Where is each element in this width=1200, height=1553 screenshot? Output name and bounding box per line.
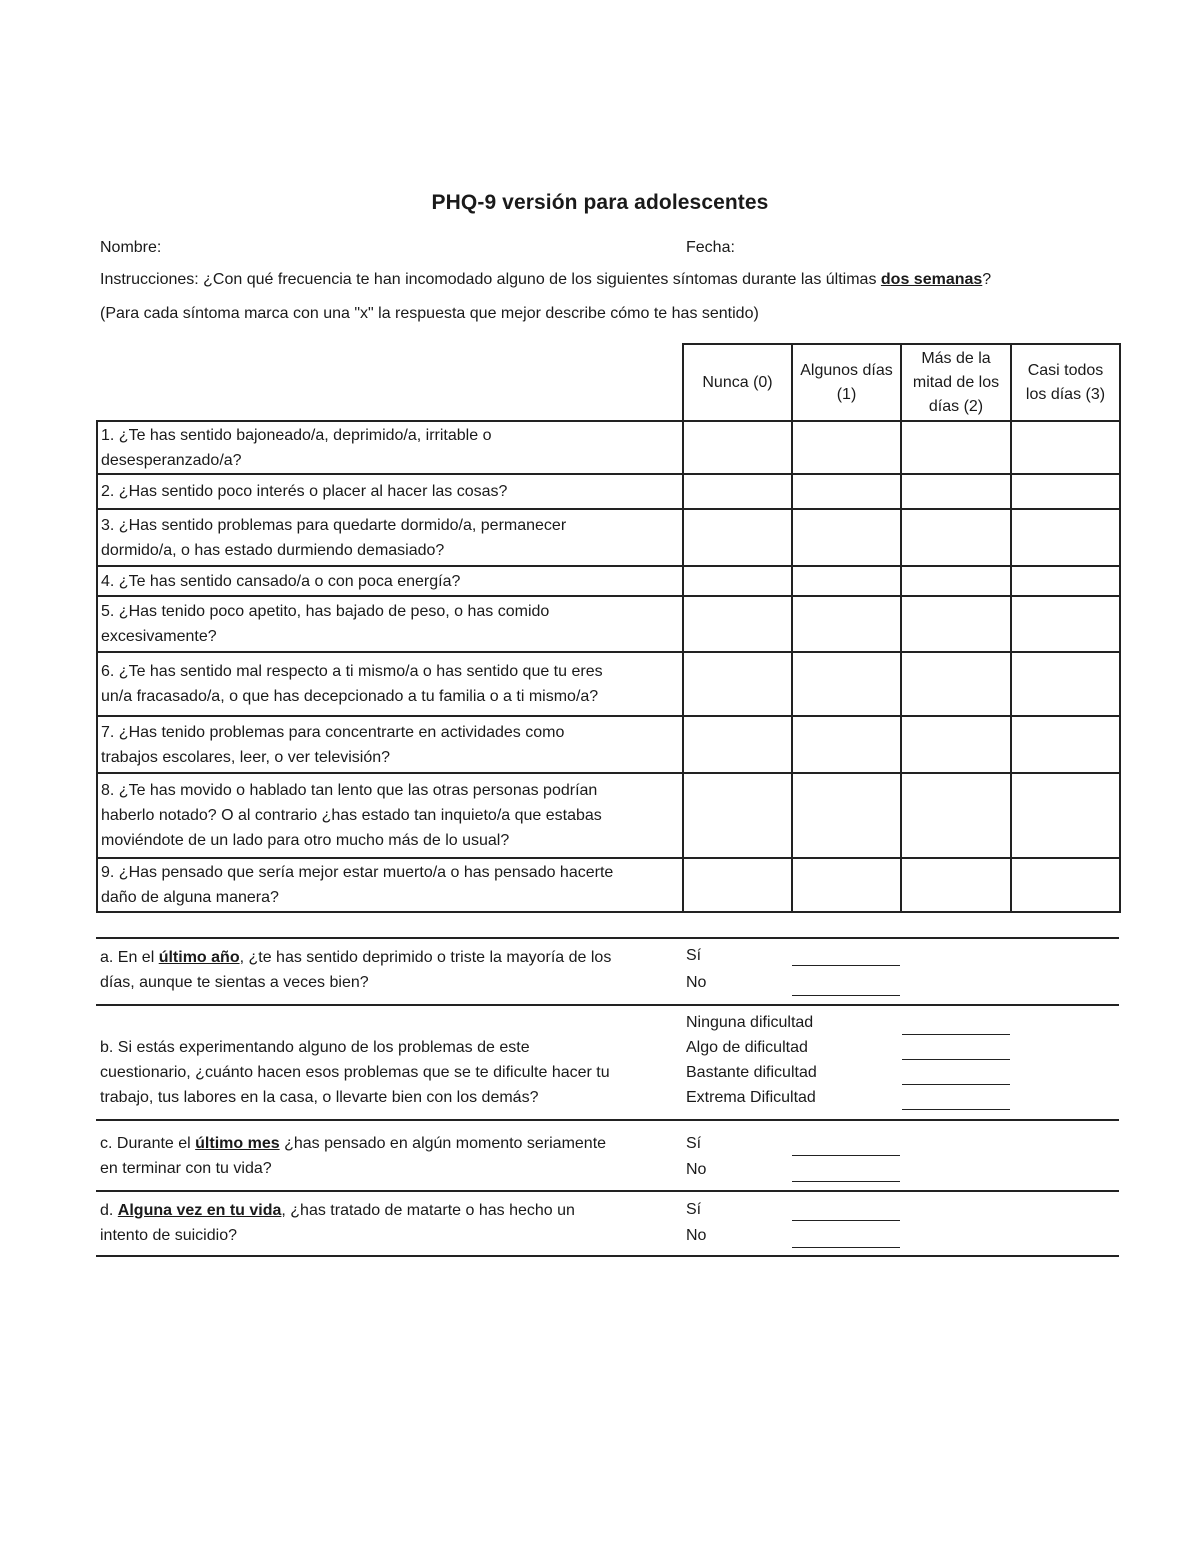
question-6: 6. ¿Te has sentido mal respecto a ti mismo/a o has sentido que tu eres un/a fracasado/a, o que has decepcionado a tu familia o a ti mismo/a? xyxy=(97,652,683,716)
table-row xyxy=(97,596,1120,652)
answer-box[interactable] xyxy=(901,509,1011,566)
answer-box[interactable] xyxy=(683,474,792,509)
divider xyxy=(96,1255,1119,1257)
option-label: Sí xyxy=(686,1135,702,1152)
answer-box[interactable] xyxy=(901,474,1011,509)
table-row xyxy=(97,652,1120,716)
question-1: 1. ¿Te has sentido bajoneado/a, deprimido/a, irritable o desesperanzado/a? xyxy=(97,421,683,474)
fecha-label: Fecha: xyxy=(686,239,735,256)
option-label: No xyxy=(686,1161,707,1178)
option-label: No xyxy=(686,1227,707,1244)
divider xyxy=(96,937,1119,939)
answer-box[interactable] xyxy=(683,773,792,858)
column-header-casi-todos: Casi todos los días (3) xyxy=(1011,344,1120,421)
table-row xyxy=(97,858,1120,912)
question-d: d. Alguna vez en tu vida, ¿has tratado de matarte o has hecho un intento de suicidio? xyxy=(100,1202,575,1244)
answer-box[interactable] xyxy=(1011,509,1120,566)
answer-box[interactable] xyxy=(1011,716,1120,773)
answer-box[interactable] xyxy=(683,596,792,652)
answer-blank-line[interactable] xyxy=(792,995,900,996)
instructions-emphasis: dos semanas xyxy=(880,271,983,288)
answer-box[interactable] xyxy=(901,858,1011,912)
divider xyxy=(96,1190,1119,1192)
answer-blank-line[interactable] xyxy=(792,1155,900,1156)
option-label: Extrema Dificultad xyxy=(686,1089,816,1106)
answer-box[interactable] xyxy=(1011,652,1120,716)
question-3: 3. ¿Has sentido problemas para quedarte dormido/a, permanecer dormido/a, o has estado durmiendo demasiado? xyxy=(97,509,683,566)
table-row xyxy=(97,773,1120,858)
option-label: Sí xyxy=(686,1201,702,1218)
answer-box[interactable] xyxy=(1011,566,1120,596)
instructions-suffix: ? xyxy=(982,271,992,288)
question-9: 9. ¿Has pensado que sería mejor estar muerto/a o has pensado hacerte daño de alguna manera? xyxy=(97,858,683,912)
answer-blank-line[interactable] xyxy=(792,965,900,966)
answer-box[interactable] xyxy=(792,474,901,509)
table-row xyxy=(97,509,1120,566)
option-label: Algo de dificultad xyxy=(686,1039,808,1056)
answer-box[interactable] xyxy=(792,716,901,773)
answer-box[interactable] xyxy=(901,566,1011,596)
answer-box[interactable] xyxy=(792,858,901,912)
answer-box[interactable] xyxy=(1011,474,1120,509)
divider xyxy=(96,1004,1119,1006)
nombre-label: Nombre: xyxy=(100,239,162,256)
instructions-line-1 xyxy=(100,271,991,289)
answer-box[interactable] xyxy=(683,652,792,716)
answer-box[interactable] xyxy=(901,652,1011,716)
answer-box[interactable] xyxy=(901,773,1011,858)
answer-blank-line[interactable] xyxy=(902,1034,1010,1035)
answer-box[interactable] xyxy=(683,566,792,596)
question-c: c. Durante el último mes ¿has pensado en algún momento seriamente en terminar con tu vida? xyxy=(100,1135,607,1177)
header-blank-cell xyxy=(97,344,683,421)
question-8: 8. ¿Te has movido o hablado tan lento que las otras personas podrían haberlo notado? O al contrario ¿has estado tan inquieto/a que estabas moviéndote de un lado para otro mucho más de lo usual? xyxy=(97,773,683,858)
answer-box[interactable] xyxy=(792,509,901,566)
answer-box[interactable] xyxy=(792,421,901,474)
answer-box[interactable] xyxy=(792,652,901,716)
answer-box[interactable] xyxy=(683,858,792,912)
symptom-table xyxy=(96,343,1121,913)
answer-box[interactable] xyxy=(792,596,901,652)
question-7: 7. ¿Has tenido problemas para concentrarte en actividades como trabajos escolares, leer, o ver televisión? xyxy=(97,716,683,773)
column-header-mas-de-la-mitad: Más de la mitad de los días (2) xyxy=(901,344,1011,421)
question-2: 2. ¿Has sentido poco interés o placer al hacer las cosas? xyxy=(97,474,683,509)
answer-blank-line[interactable] xyxy=(792,1220,900,1221)
answer-box[interactable] xyxy=(1011,596,1120,652)
answer-box[interactable] xyxy=(901,596,1011,652)
table-row xyxy=(97,474,1120,509)
table-row xyxy=(97,421,1120,474)
answer-box[interactable] xyxy=(792,773,901,858)
table-header-row xyxy=(97,344,1120,421)
answer-blank-line[interactable] xyxy=(902,1059,1010,1060)
answer-box[interactable] xyxy=(683,421,792,474)
option-label: Sí xyxy=(686,947,702,964)
answer-box[interactable] xyxy=(901,421,1011,474)
column-header-algunos-dias: Algunos días (1) xyxy=(792,344,901,421)
table-row xyxy=(97,716,1120,773)
question-a: a. En el último año, ¿te has sentido deprimido o triste la mayoría de los días, aunque te sientas a veces bien? xyxy=(100,949,612,991)
instructions-line-2: (Para cada síntoma marca con una "x" la respuesta que mejor describe cómo te has sentido) xyxy=(100,305,759,322)
answer-box[interactable] xyxy=(1011,421,1120,474)
answer-blank-line[interactable] xyxy=(792,1181,900,1182)
option-label: Bastante dificultad xyxy=(686,1064,817,1081)
answer-box[interactable] xyxy=(1011,773,1120,858)
instructions-prefix: Instrucciones: ¿Con qué frecuencia te han incomodado alguno de los siguientes síntomas durante las últimas xyxy=(100,271,881,288)
answer-blank-line[interactable] xyxy=(902,1084,1010,1085)
question-b: b. Si estás experimentando alguno de los problemas de este cuestionario, ¿cuánto hacen esos problemas que se te dificulte hacer tu trabajo, tus labores en la casa, o llevarte bien con los demás? xyxy=(100,1039,610,1106)
option-label: No xyxy=(686,974,707,991)
answer-box[interactable] xyxy=(792,566,901,596)
answer-box[interactable] xyxy=(1011,858,1120,912)
column-header-nunca: Nunca (0) xyxy=(683,344,792,421)
question-4: 4. ¿Te has sentido cansado/a o con poca energía? xyxy=(97,566,683,596)
answer-blank-line[interactable] xyxy=(902,1109,1010,1110)
answer-box[interactable] xyxy=(901,716,1011,773)
answer-blank-line[interactable] xyxy=(792,1247,900,1248)
answer-box[interactable] xyxy=(683,716,792,773)
table-row xyxy=(97,566,1120,596)
divider xyxy=(96,1119,1119,1121)
page-title: PHQ-9 versión para adolescentes xyxy=(431,191,769,214)
answer-box[interactable] xyxy=(683,509,792,566)
option-label: Ninguna dificultad xyxy=(686,1014,814,1031)
question-5: 5. ¿Has tenido poco apetito, has bajado de peso, o has comido excesivamente? xyxy=(97,596,683,652)
